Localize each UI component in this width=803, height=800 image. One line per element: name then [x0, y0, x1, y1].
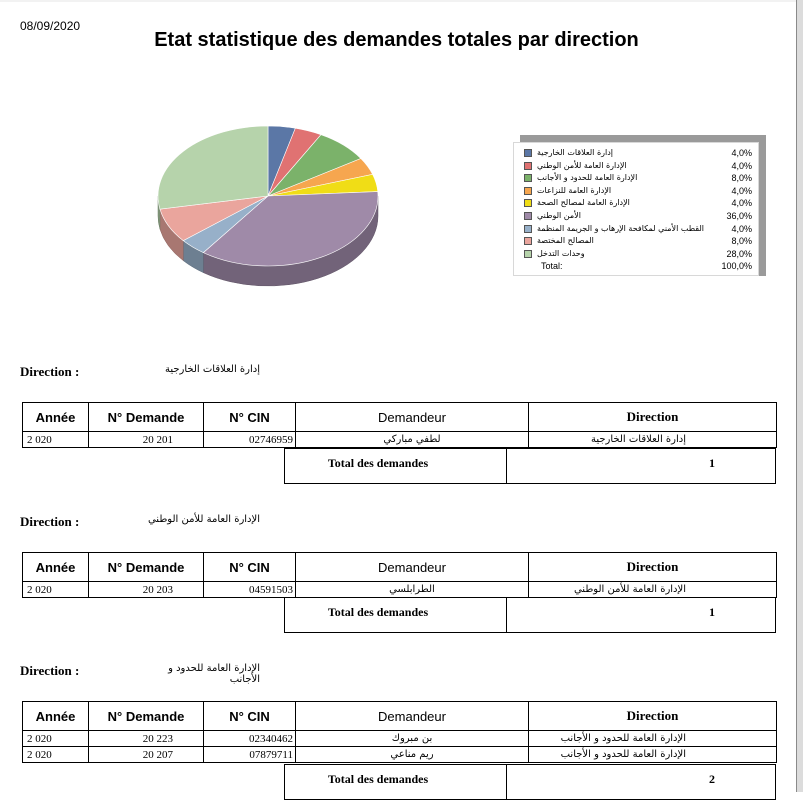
table-row — [23, 731, 777, 747]
legend-label: الأمن الوطني — [537, 211, 581, 220]
legend-swatch — [524, 250, 532, 258]
header-cin: N° CIN — [204, 403, 296, 432]
header-num-demande: N° Demande — [89, 403, 204, 432]
pie-slice — [158, 126, 268, 209]
legend-value: 4,0% — [731, 148, 752, 158]
header-direction: Direction — [529, 553, 777, 582]
demands-table — [22, 402, 777, 448]
legend-total — [524, 260, 752, 272]
header-annee: Année — [23, 702, 89, 731]
legend-value: 4,0% — [731, 160, 752, 171]
legend-swatch — [524, 162, 532, 170]
direction-name: الإدارة العامة للأمن الوطني — [147, 514, 260, 525]
legend-swatch — [524, 149, 532, 157]
cell-demandeur: لطفي مباركي — [296, 432, 529, 448]
header-cin: N° CIN — [204, 702, 296, 731]
cell-direction: الإدارة العامة للحدود و الأجانب — [529, 747, 777, 763]
header-direction: Direction — [529, 702, 777, 731]
table-row — [23, 747, 777, 763]
table-row — [23, 582, 777, 598]
legend-label: وحدات التدخل — [537, 248, 585, 258]
cell-num-demande: 20 207 — [89, 747, 204, 763]
report-title: Etat statistique des demandes totales par direction — [154, 29, 639, 51]
legend-value: 4,0% — [731, 185, 752, 196]
cell-annee: 2 020 — [23, 731, 89, 747]
total-label: Total des demandes — [327, 456, 429, 470]
legend-value: 4,0% — [731, 198, 752, 209]
cell-direction: الإدارة العامة للأمن الوطني — [529, 582, 777, 598]
total-label: Total des demandes — [327, 772, 429, 786]
legend-swatch — [524, 225, 532, 233]
cell-direction: إدارة العلاقات الخارجية — [529, 432, 777, 448]
cell-annee: 2 020 — [23, 432, 89, 448]
table-row — [23, 432, 777, 448]
legend-value: 36,0% — [726, 211, 752, 221]
cell-annee: 2 020 — [23, 747, 89, 763]
cell-direction: الإدارة العامة للحدود و الأجانب — [529, 731, 777, 747]
legend-entry — [524, 172, 752, 184]
cell-cin: 07879711 — [204, 747, 296, 763]
legend-value: 4,0% — [731, 223, 752, 234]
header-annee: Année — [23, 553, 89, 582]
total-value: 1 — [709, 456, 715, 470]
legend-entry — [524, 210, 752, 222]
cell-cin: 02340462 — [204, 731, 296, 747]
header-demandeur: Demandeur — [296, 403, 529, 432]
total-label: Total des demandes — [327, 605, 429, 619]
legend-swatch — [524, 199, 532, 207]
legend-swatch — [524, 212, 532, 220]
legend-swatch — [524, 237, 532, 245]
total-value: 2 — [709, 772, 715, 786]
header-cin: N° CIN — [204, 553, 296, 582]
direction-name: إدارة العلاقات الخارجية — [164, 364, 260, 375]
legend-label: المصالح المختصة — [537, 236, 594, 246]
total-box — [284, 764, 776, 800]
cell-demandeur: الطرابلسي — [296, 582, 529, 598]
cell-num-demande: 20 201 — [89, 432, 204, 448]
cell-annee: 2 020 — [23, 582, 89, 598]
legend-total-label: Total: — [541, 261, 563, 272]
header-demandeur: Demandeur — [296, 702, 529, 731]
header-direction: Direction — [529, 403, 777, 432]
direction-label: Direction : — [20, 364, 80, 379]
legend-label: القطب الأمني لمكافحة الإرهاب و الجريمة المنظمة — [537, 223, 704, 233]
legend-label: الإدارة العامة للنزاعات — [537, 185, 612, 195]
direction-label: Direction : — [20, 514, 80, 529]
legend-label: الإدارة العامة للأمن الوطني — [537, 160, 627, 170]
cell-num-demande: 20 223 — [89, 731, 204, 747]
window-top-edge — [0, 0, 796, 2]
direction-name: الإدارة العامة للحدود و الأجانب — [168, 663, 260, 685]
report-date: 08/09/2020 — [20, 19, 81, 33]
demands-table — [22, 701, 777, 763]
cell-cin: 04591503 — [204, 582, 296, 598]
direction-label: Direction : — [20, 663, 80, 678]
window-scrollbar-edge[interactable] — [796, 0, 803, 792]
legend-value: 8,0% — [731, 173, 752, 184]
legend-label: الإدارة العامة لمصالح الصحة — [537, 198, 630, 208]
cell-demandeur: ريم مناعي — [296, 747, 529, 763]
cell-demandeur: بن مبروك — [296, 731, 529, 747]
cell-num-demande: 20 203 — [89, 582, 204, 598]
total-box — [284, 597, 776, 633]
legend-total-value: 100,0% — [721, 261, 752, 272]
total-value: 1 — [709, 605, 715, 619]
legend-entry — [524, 248, 752, 260]
legend-entry — [524, 160, 752, 172]
legend-entry — [524, 147, 752, 159]
total-box — [284, 448, 776, 484]
header-annee: Année — [23, 403, 89, 432]
legend-value: 28,0% — [726, 248, 752, 259]
header-num-demande: N° Demande — [89, 553, 204, 582]
legend-value: 8,0% — [731, 236, 752, 247]
legend-entry — [524, 185, 752, 197]
legend-entry — [524, 223, 752, 235]
legend-entry — [524, 197, 752, 209]
cell-cin: 02746959 — [204, 432, 296, 448]
chart-legend — [513, 142, 759, 276]
header-num-demande: N° Demande — [89, 702, 204, 731]
legend-label: الإدارة العامة للحدود و الأجانب — [537, 173, 638, 183]
legend-swatch — [524, 174, 532, 182]
legend-entry — [524, 235, 752, 247]
pie-chart — [150, 118, 390, 293]
legend-label: إدارة العلاقات الخارجية — [537, 148, 614, 157]
legend-swatch — [524, 187, 532, 195]
demands-table — [22, 552, 777, 598]
header-demandeur: Demandeur — [296, 553, 529, 582]
